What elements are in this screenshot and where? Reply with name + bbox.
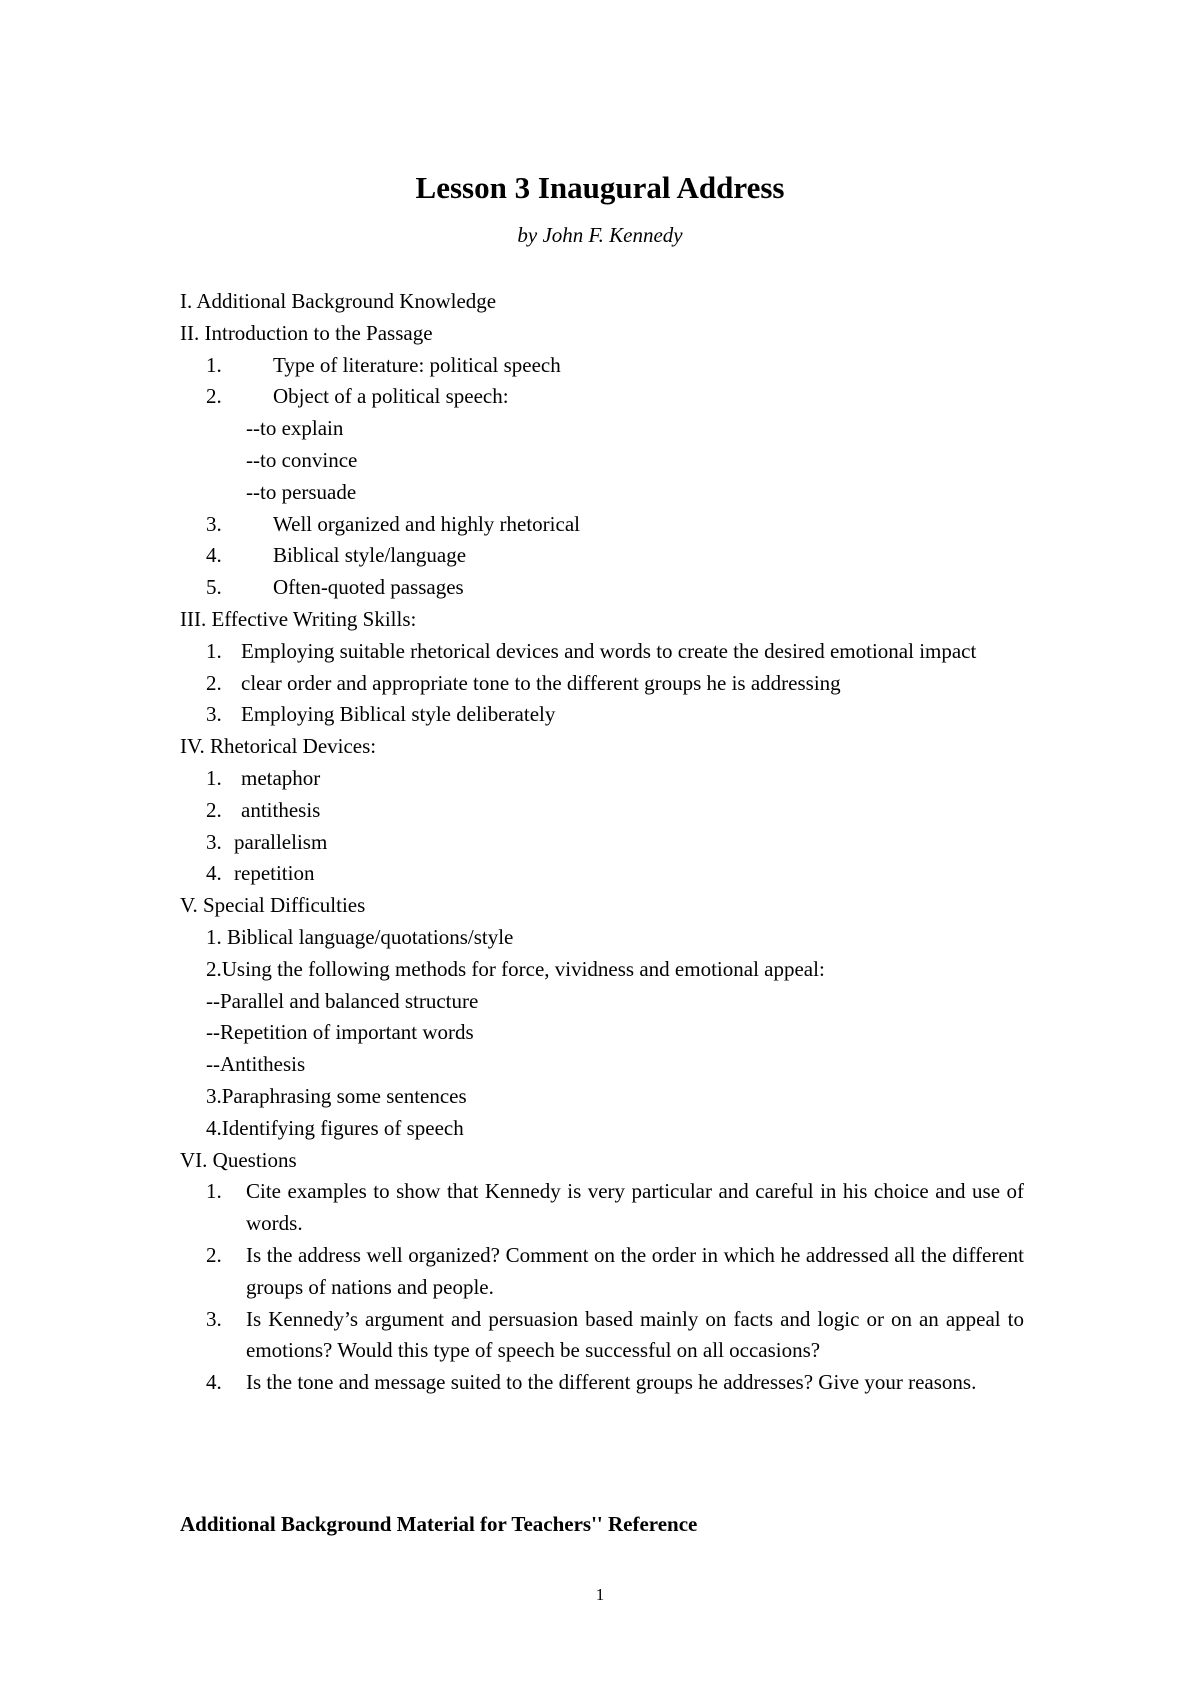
item-number: 3. <box>206 1306 222 1331</box>
dash-item: --to convince <box>246 447 358 472</box>
list-item <box>206 350 1024 382</box>
outline <box>180 286 1024 1399</box>
item-text: Is the address well organized? Comment on the order in which he addressed all the different groups of nations and people. <box>246 1242 1024 1299</box>
item-text: antithesis <box>241 797 321 822</box>
page-number: 1 <box>595 1585 605 1604</box>
question-item <box>206 1240 1024 1304</box>
item-number: 2. <box>206 797 222 822</box>
item-number: 1. <box>206 352 222 377</box>
section-heading: IV. Rhetorical Devices: <box>180 734 377 759</box>
list-item <box>206 381 1024 413</box>
list-item <box>206 763 1024 795</box>
question-item <box>206 1176 1024 1240</box>
list-item <box>206 509 1024 541</box>
item-text: Biblical style/language <box>273 543 467 568</box>
difficulty-line: --Parallel and balanced structure <box>206 988 479 1013</box>
difficulty-line: 4.Identifying figures of speech <box>206 1115 464 1140</box>
item-number: 2. <box>206 384 222 409</box>
item-text: Employing Biblical style deliberately <box>241 702 556 727</box>
item-text: Type of literature: political speech <box>273 352 561 377</box>
item-text: Cite examples to show that Kennedy is very particular and careful in his choice and use of words. <box>246 1179 1024 1236</box>
page-title: Lesson 3 Inaugural Address <box>415 170 785 205</box>
list-item <box>206 827 1024 859</box>
section-heading: III. Effective Writing Skills: <box>180 606 417 631</box>
list-item <box>206 858 1024 890</box>
list-item <box>206 668 1024 700</box>
author-byline: by John F. Kennedy <box>517 223 683 247</box>
list-item <box>206 699 1024 731</box>
section-heading: II. Introduction to the Passage <box>180 320 433 345</box>
list-item <box>206 572 1024 604</box>
item-number: 5. <box>206 575 222 600</box>
item-text: Employing suitable rhetorical devices and words to create the desired emotional impact <box>241 638 977 663</box>
item-text: Often-quoted passages <box>273 575 464 600</box>
material-heading: Additional Background Material for Teachers'' Reference <box>180 1512 698 1536</box>
item-text: Well organized and highly rhetorical <box>273 511 580 536</box>
item-number: 2. <box>206 1242 222 1267</box>
item-number: 2. <box>206 670 222 695</box>
dash-item: --to explain <box>246 416 344 441</box>
item-text: Object of a political speech: <box>273 384 509 409</box>
difficulty-line: --Repetition of important words <box>206 1020 474 1045</box>
item-number: 4. <box>206 543 222 568</box>
item-number: 1. <box>206 638 222 663</box>
item-text: Is the tone and message suited to the different groups he addresses? Give your reasons. <box>246 1370 977 1395</box>
item-number: 3. <box>206 829 222 854</box>
section-heading: VI. Questions <box>180 1147 297 1172</box>
list-item <box>206 636 1024 668</box>
item-text: Is Kennedy’s argument and persuasion based mainly on facts and logic or on an appeal to emotions? Would this type of speech be successful on all occasions? <box>246 1306 1024 1363</box>
section-heading: I. Additional Background Knowledge <box>180 289 497 313</box>
list-item <box>206 795 1024 827</box>
dash-item: --to persuade <box>246 479 357 504</box>
item-number: 1. <box>206 765 222 790</box>
item-text: clear order and appropriate tone to the different groups he is addressing <box>241 670 841 695</box>
item-text: metaphor <box>241 765 321 790</box>
item-text: repetition <box>234 861 315 886</box>
difficulty-line: 1. Biblical language/quotations/style <box>206 924 514 949</box>
list-item <box>206 540 1024 572</box>
question-item <box>206 1304 1024 1368</box>
item-number: 4. <box>206 1370 222 1395</box>
item-number: 3. <box>206 702 222 727</box>
item-text: parallelism <box>234 829 328 854</box>
difficulty-line: 3.Paraphrasing some sentences <box>206 1083 467 1108</box>
item-number: 1. <box>206 1179 222 1204</box>
question-item <box>206 1367 1024 1399</box>
section-heading: V. Special Difficulties <box>180 893 366 918</box>
difficulty-line: --Antithesis <box>206 1052 306 1077</box>
difficulty-line: 2.Using the following methods for force, vividness and emotional appeal: <box>206 956 825 981</box>
item-number: 3. <box>206 511 222 536</box>
item-number: 4. <box>206 861 222 886</box>
